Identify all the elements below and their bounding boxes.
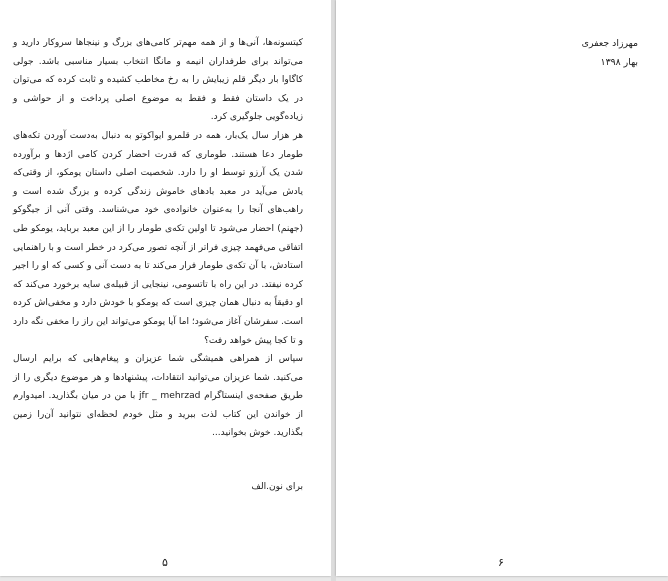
paragraph: هر هزار سال یک‌بار، همه در قلمرو ایواکوتو به دنبال به‌دست آوردن تکه‌های طومار دعا هستند. طوماری که قدرت احضار کردن کامی اژدها و برآورده شدن یک آرزو توسط او را دارد. شخصیت اصلی داستان یومکو، از وقتی‌که یادش می‌آید در معبد بادهای خاموش زندگی کرده و بزرگ شده است و راهب‌های آنجا را به‌عنوان خانواده‌ی خود می‌شناسد. وقتی آنی از جیگوکو (جهنم) احضار می‌شود تا اولین تکه‌ی طومار را از این معبد برباید، یومکو طی اتفاقی می‌فهمد چیزی فراتر از آنچه تصور می‌کرد در خطر است و با راهنمایی استادش، با آن تکه‌ی طومار فرار می‌کند تا به دست آنی و کسی که او را اجیر کرده نیفتد. در این راه با تاتسومی، نینجایی از قبیله‌ی سایه برخورد می‌کند که او دقیقاً به دنبال همان چیزی است که یومکو با خودش دارد و مخفی‌اش کرده است. سفرشان آغاز می‌شود؛ اما آیا یومکو می‌تواند این راز را مخفی نگه دارد و تا کجا پیش خواهد رفت؟: [13, 130, 303, 346]
paragraph: کیتسونه‌ها، آنی‌ها و از همه مهم‌تر کامی‌های بزرگ و نینجاها سروکار دارید و می‌تواند برای طرفداران انیمه و مانگا انتخاب بسیار مناسبی باشد. جولی کاگاوا بار دیگر قلم زیبایش را به رخ مخاطب کشیده و ثابت کرده که می‌توان در یک داستان فقط و فقط به موضوع اصلی پرداخت و از حواشی و زیاده‌گویی جلوگیری کرد.: [13, 38, 303, 123]
page-number: ۶: [498, 556, 504, 569]
author-block: [582, 34, 638, 72]
dedication: برای نون.الف: [251, 482, 303, 492]
body-text: [13, 34, 303, 443]
date: بهار ۱۳۹۸: [600, 57, 638, 68]
author-name: مهرزاد جعفری: [581, 38, 638, 49]
page-6: [336, 0, 668, 576]
page-5: [0, 0, 331, 576]
page-number: ۵: [162, 556, 168, 569]
paragraph: سپاس از همراهی همیشگی شما عزیزان و پیغام‌هایی که برایم ارسال می‌کنید. شما عزیزان می‌توانید انتقادات، پیشنهادها و هر موضوع دیگری را از طریق صفحه‌ی اینستاگرام jfr _ mehrzad با من در میان بگذارید. امیدوارم از خواندن این کتاب لذت ببرید و مثل خودم لحظه‌ای نتوانید آن‌را زمین بگذارید. خوش بخوانید...: [13, 354, 303, 439]
